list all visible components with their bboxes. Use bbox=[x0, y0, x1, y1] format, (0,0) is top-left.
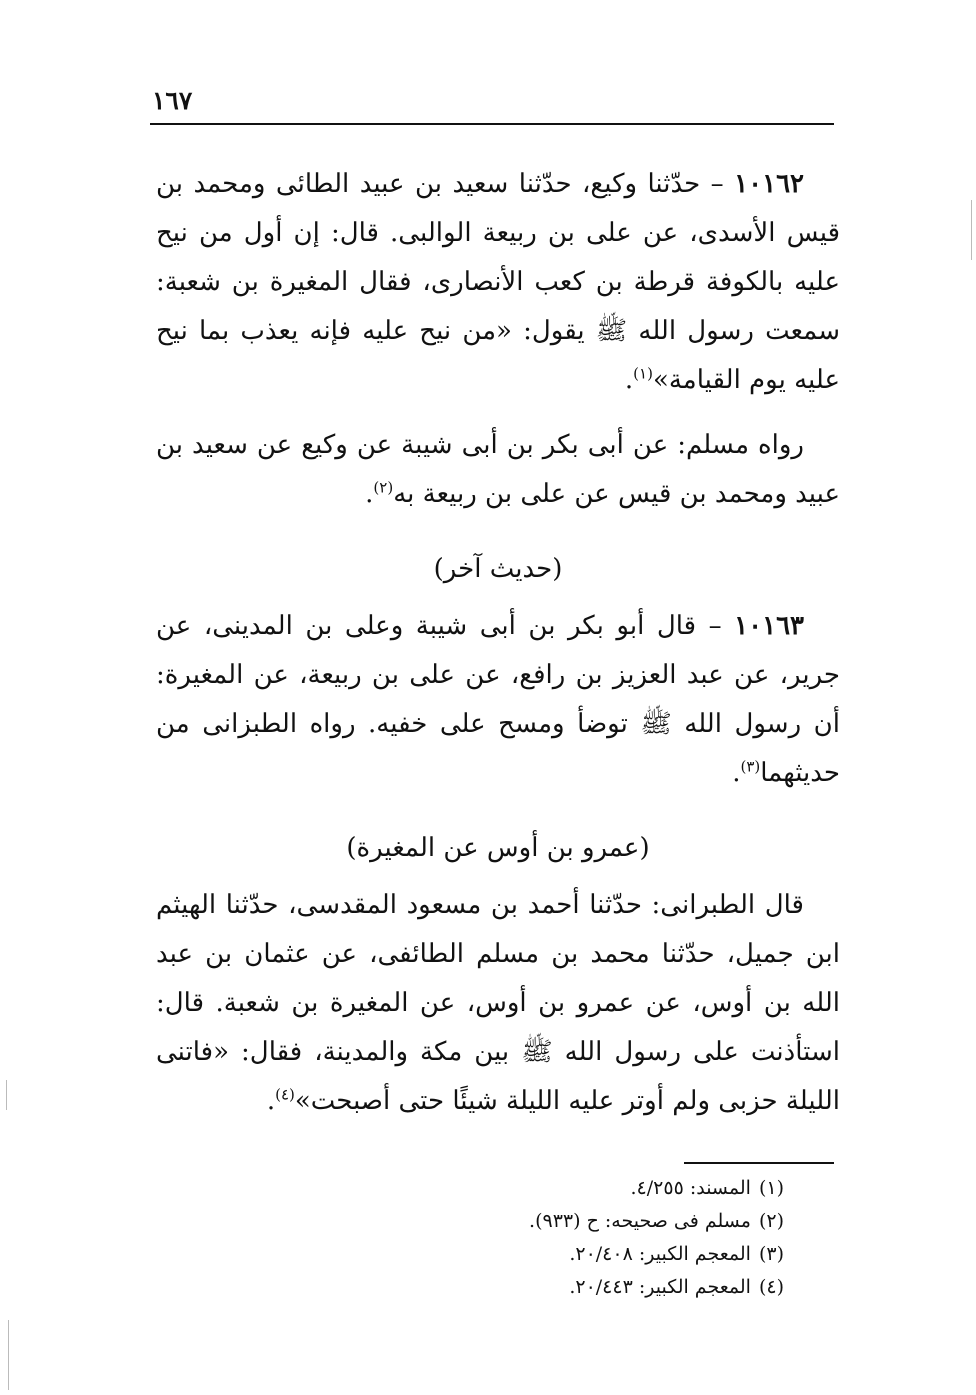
footnote-2 bbox=[284, 1205, 784, 1238]
header-rule bbox=[150, 123, 834, 125]
page-number: ١٦٧ bbox=[152, 86, 193, 115]
paragraph-end: . bbox=[624, 365, 634, 395]
section-heading-another-hadith: (حديث آخر) bbox=[433, 554, 563, 584]
scan-margin-mark bbox=[8, 1320, 9, 1390]
hadith-text: قال الطبرانى: حدّثنا أحمد بن مسعود المقدسى، حدّثنا الهيثم ابن جميل، حدّثنا محمد بن مسلم الطائفى، عن عثمان بن عبد الله بن أوس، عن عمرو بن أوس، عن المغيرة بن شعبة. قال: استأذنت على رسول الله ﷺ بين مكة والمدينة، فقال: «فاتنى الليلة حزبى ولم أوتر عليه الليلة شيئًا حتى أصبحت» bbox=[156, 890, 840, 1116]
tabarani-paragraph bbox=[156, 881, 840, 1126]
hadith-paragraph-10162 bbox=[156, 160, 840, 405]
footnote-mark: (١) bbox=[758, 1177, 784, 1199]
paragraph-end: . bbox=[365, 479, 374, 509]
footnote-ref[interactable]: (١) bbox=[633, 364, 653, 383]
footnote-text: المعجم الكبير: ٢٠/٤٤٣. bbox=[569, 1276, 751, 1298]
footnotes bbox=[284, 1172, 784, 1304]
footnote-ref[interactable]: (٣) bbox=[740, 757, 761, 776]
footnote-1 bbox=[284, 1172, 784, 1205]
footnote-3 bbox=[284, 1238, 784, 1271]
footnote-text: مسلم فى صحيحه: ح (٩٣٣). bbox=[529, 1210, 751, 1232]
footnote-mark: (٤) bbox=[758, 1276, 784, 1298]
hadith-paragraph-10163 bbox=[156, 602, 840, 798]
scan-margin-mark bbox=[971, 200, 972, 260]
hadith-text: – قال أبو بكر بن أبى شيبة وعلى بن المدينى، عن جرير، عن عبد العزيز بن رافع، عن على بن ربيعة، عن المغيرة: أن رسول الله ﷺ توضأ ومسح على خفيه. رواه الطبزانى من حديثهما bbox=[156, 611, 840, 788]
footnote-ref[interactable]: (٢) bbox=[373, 478, 394, 497]
section-heading-amr-ibn-aws: (عمرو بن أوس عن المغيرة) bbox=[346, 833, 650, 863]
footnote-text: المعجم الكبير: ٢٠/٤٠٨. bbox=[569, 1243, 751, 1265]
paragraph-end: . bbox=[266, 1086, 276, 1116]
footnote-rule bbox=[684, 1162, 834, 1164]
hadith-number: ١٠١٦٢ bbox=[734, 169, 804, 199]
footnote-text: المسند: ٤/٢٥٥. bbox=[630, 1177, 751, 1199]
scan-margin-mark bbox=[6, 1080, 7, 1110]
hadith-number: ١٠١٦٣ bbox=[734, 611, 804, 641]
footnote-mark: (٣) bbox=[758, 1243, 784, 1265]
paragraph-end: . bbox=[732, 758, 741, 788]
main-text bbox=[156, 160, 840, 1142]
narration-paragraph bbox=[156, 421, 840, 519]
footnote-ref[interactable]: (٤) bbox=[275, 1085, 295, 1104]
footnote-4 bbox=[284, 1271, 784, 1304]
hadith-text: – حدّثنا وكيع، حدّثنا سعيد بن عبيد الطائى ومحمد بن قيس الأسدى، عن على بن ربيعة الوالبى. قال: إن أول من نيح عليه بالكوفة قرطة بن كعب الأنصارى، فقال المغيرة بن شعبة: سمعت رسول الله ﷺ يقول: «من نيح عليه فإنه يعذب بما نيح عليه يوم القيامة» bbox=[156, 169, 840, 395]
narration-text: رواه مسلم: عن أبى بكر بن أبى شيبة عن وكيع عن سعيد بن عبيد ومحمد بن قيس عن على بن ربيعة به bbox=[156, 430, 840, 509]
footnote-mark: (٢) bbox=[758, 1210, 784, 1232]
